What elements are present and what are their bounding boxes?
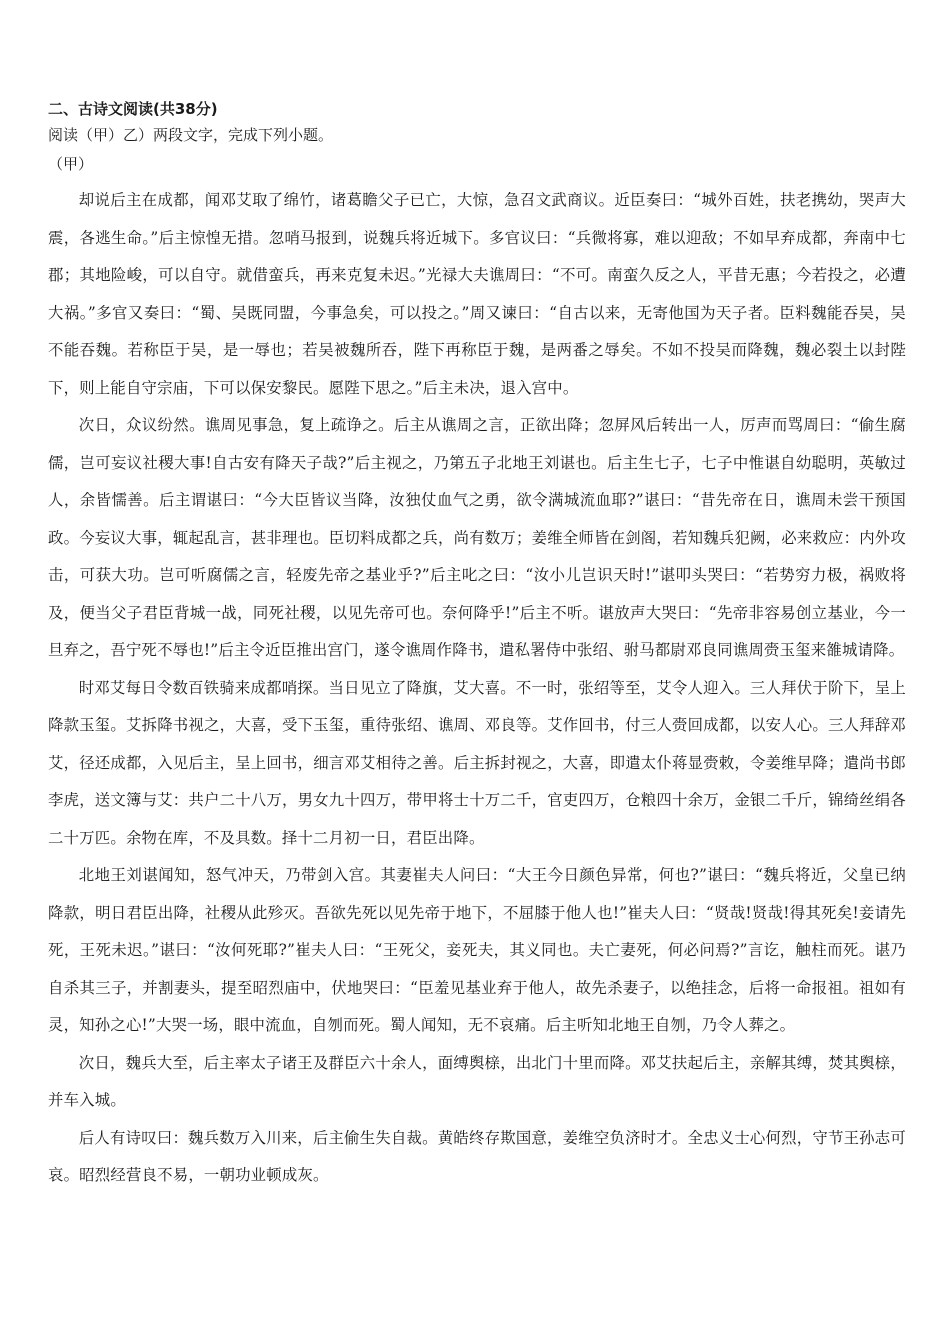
paragraph-5: 次日，魏兵大至，后主率太子诸王及群臣六十余人，面缚舆榇，出北门十里而降。邓艾扶起后主，亲解其缚，焚其舆榇，并车入城。: [48, 1053, 906, 1109]
paragraph-4: 北地王刘谌闻知，怒气冲天，乃带剑入宫。其妻崔夫人问曰：“大王今日颜色异常，何也?”谌曰：“魏兵将近，父皇已纳降款，明日君臣出降，社稷从此殄灭。吾欲先死以见先帝于地下，不屈膝于他人也!”崔夫人曰：“贤哉!贤哉!得其死矣!妾请先死，王死未迟。”谌曰：“汝何死耶?”崔夫人曰：“王死父，妾死夫，其义同也。夫亡妻死，何必问焉?”言讫，触柱而死。谌乃自杀其三子，并割妻头，提至昭烈庙中，伏地哭曰：“臣羞见基业弃于他人，故先杀妻子，以绝挂念，后将一命报祖。祖如有灵，知孙之心!”大哭一场，眼中流血，自刎而死。蜀人闻知，无不哀痛。后主听知北地王自刎，乃令人葬之。: [48, 866, 906, 1034]
paragraph-1: 却说后主在成都，闻邓艾取了绵竹，诸葛瞻父子已亡，大惊，急召文武商议。近臣奏曰：“城外百姓，扶老携幼，哭声大震，各逃生命。”后主惊惶无措。忽哨马报到，说魏兵将近城下。多官议曰：“兵微将寡，难以迎敌；不如早弃成都，奔南中七郡；其地险峻，可以自守。就借蛮兵，再来克复未迟。”光禄大夫谯周曰：“不可。南蛮久反之人，平昔无惠；今若投之，必遭大祸。”多官又奏曰：“蜀、吴既同盟，今事急矣，可以投之。”周又谏曰：“自古以来，无寄他国为天子者。臣料魏能吞吴，吴不能吞魏。若称臣于吴，是一辱也；若吴被魏所吞，陛下再称臣于魏，是两番之辱矣。不如不投吴而降魏，魏必裂土以封陛下，则上能自守宗庙，下可以保安黎民。愿陛下思之。”后主未决，退入宫中。: [48, 191, 906, 397]
section-title: 二、古诗文阅读(共38分): [48, 100, 218, 118]
part-label: （甲）: [48, 155, 94, 173]
paragraph-2: 次日，众议纷然。谯周见事急，复上疏诤之。后主从谯周之言，正欲出降；忽屏风后转出一人，厉声而骂周曰：“偷生腐儒，岂可妄议社稷大事!自古安有降天子哉?”后主视之，乃第五子北地王刘谌也。后主生七子，七子中惟谌自幼聪明，英敏过人，余皆懦善。后主谓谌曰：“今大臣皆议当降，汝独仗血气之勇，欲令满城流血耶?”谌曰：“昔先帝在日，谯周未尝干预国政。今妄议大事，辄起乱言，甚非理也。臣切料成都之兵，尚有数万；姜维全师皆在剑阁，若知魏兵犯阙，必来救应：内外攻击，可获大功。岂可听腐儒之言，轻废先帝之基业乎?”后主叱之曰：“汝小儿岂识天时!”谌叩头哭曰：“若势穷力极，祸败将及，便当父子君臣背城一战，同死社稷，以见先帝可也。奈何降乎!”后主不听。谌放声大哭曰：“先帝非容易创立基业，今一旦弃之，吾宁死不辱也!”后主令近臣推出宫门，遂令谯周作降书，遣私署侍中张绍、驸马都尉邓良同谯周赍玉玺来雒城请降。: [48, 416, 906, 659]
instruction-text: 阅读（甲）乙）两段文字，完成下列小题。: [48, 126, 334, 144]
paragraph-6: 后人有诗叹曰：魏兵数万入川来，后主偷生失自裁。黄皓终存欺国意，姜维空负济时才。全忠义士心何烈，守节王孙志可哀。昭烈经营良不易，一朝功业顿成灰。: [48, 1128, 906, 1184]
document-page: [48, 96, 906, 1195]
paragraph-3: 时邓艾每日令数百铁骑来成都哨探。当日见立了降旗，艾大喜。不一时，张绍等至，艾令人迎入。三人拜伏于阶下，呈上降款玉玺。艾拆降书视之，大喜，受下玉玺，重待张绍、谯周、邓良等。艾作回书，付三人赍回成都，以安人心。三人拜辞邓艾，径还成都，入见后主，呈上回书，细言邓艾相待之善。后主拆封视之，大喜，即遣太仆蒋显赍敕，令姜维早降；遣尚书郎李虎，送文簿与艾：共户二十八万，男女九十四万，带甲将士十万二千，官吏四万，仓粮四十余万，金银二千斤，锦绮丝绢各二十万匹。余物在库，不及具数。择十二月初一日，君臣出降。: [48, 678, 906, 847]
